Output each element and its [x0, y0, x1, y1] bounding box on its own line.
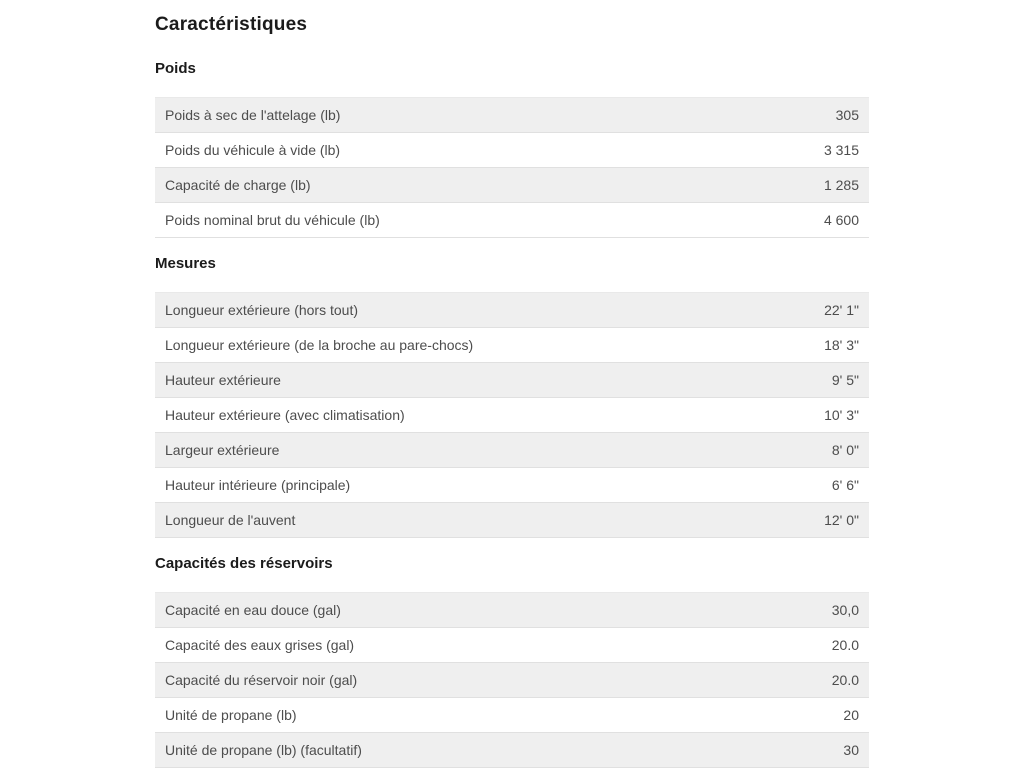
spec-label: Poids du véhicule à vide (lb) — [165, 142, 341, 158]
table-row — [155, 628, 869, 663]
spec-section — [155, 255, 869, 538]
spec-label: Unité de propane (lb) — [165, 707, 297, 723]
table-row — [155, 698, 869, 733]
spec-value: 6' 6" — [831, 477, 859, 493]
spec-label: Longueur de l'auvent — [165, 512, 296, 528]
spec-value: 10' 3" — [824, 407, 859, 423]
section-heading: Poids — [155, 60, 196, 77]
spec-label: Poids à sec de l'attelage (lb) — [165, 107, 341, 123]
table-row — [155, 168, 869, 203]
spec-value: 4 600 — [823, 212, 859, 228]
spec-value: 12' 0" — [824, 512, 859, 528]
table-row — [155, 433, 869, 468]
table-row — [155, 328, 869, 363]
section-heading: Mesures — [155, 255, 216, 272]
spec-value: 30,0 — [831, 602, 859, 618]
spec-value: 20.0 — [831, 637, 859, 653]
spec-label: Longueur extérieure (de la broche au pare-chocs) — [165, 337, 474, 353]
table-row — [155, 733, 869, 768]
spec-label: Capacité de charge (lb) — [165, 177, 311, 193]
spec-value: 18' 3" — [824, 337, 859, 353]
spec-label: Capacité en eau douce (gal) — [165, 602, 341, 618]
spec-value: 20.0 — [831, 672, 859, 688]
spec-value: 3 315 — [823, 142, 859, 158]
table-row — [155, 203, 869, 238]
specs-table — [155, 592, 869, 768]
table-row — [155, 468, 869, 503]
spec-label: Unité de propane (lb) (facultatif) — [165, 742, 362, 758]
table-row — [155, 293, 869, 328]
table-row — [155, 398, 869, 433]
table-row — [155, 363, 869, 398]
table-row — [155, 98, 869, 133]
spec-label: Poids nominal brut du véhicule (lb) — [165, 212, 380, 228]
spec-value: 30 — [843, 742, 859, 758]
spec-label: Hauteur extérieure (avec climatisation) — [165, 407, 405, 423]
table-row — [155, 133, 869, 168]
spec-value: 9' 5" — [831, 372, 859, 388]
page-title: Caractéristiques — [155, 14, 308, 35]
table-row — [155, 663, 869, 698]
spec-value: 1 285 — [823, 177, 859, 193]
content — [155, 0, 869, 768]
spec-value: 22' 1" — [824, 302, 859, 318]
spec-label: Longueur extérieure (hors tout) — [165, 302, 358, 318]
spec-section — [155, 555, 869, 768]
specs-table — [155, 97, 869, 238]
spec-label: Hauteur extérieure — [165, 372, 281, 388]
spec-value: 305 — [835, 107, 859, 123]
spec-label: Capacité des eaux grises (gal) — [165, 637, 355, 653]
table-row — [155, 503, 869, 538]
specs-table — [155, 292, 869, 538]
section-heading: Capacités des réservoirs — [155, 555, 333, 572]
spec-label: Hauteur intérieure (principale) — [165, 477, 351, 493]
spec-value: 8' 0" — [831, 442, 859, 458]
spec-section — [155, 60, 869, 238]
spec-label: Capacité du réservoir noir (gal) — [165, 672, 358, 688]
spec-value: 20 — [843, 707, 859, 723]
table-row — [155, 593, 869, 628]
spec-label: Largeur extérieure — [165, 442, 280, 458]
